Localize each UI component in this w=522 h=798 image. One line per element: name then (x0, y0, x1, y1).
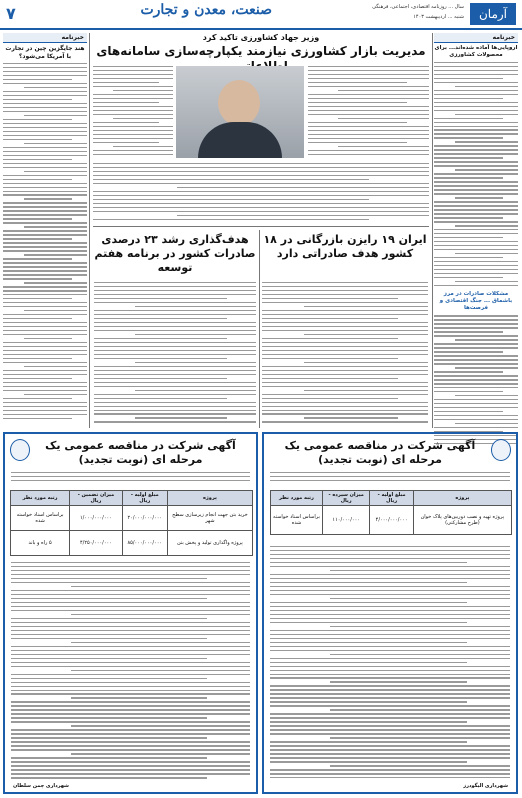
ad-left-body (11, 562, 250, 782)
table-row (11, 506, 253, 531)
ad-right-intro (270, 472, 510, 486)
ad-left-intro (11, 472, 250, 486)
portrait-suit (198, 122, 282, 158)
main-story-headline: مدیریت بازار کشاورزی نیازمند یکپارچه‌سازی سامانه‌های (96, 44, 426, 58)
tagline: سال ... روزنامه اقتصادی، اجتماعی، فرهنگی (372, 4, 464, 10)
right-column-subheadline: مشکلات صادرات در مرز باشماق ... جنگ اقتصادی و فرصت‌ها (439, 290, 513, 311)
main-story-kicker: وزیر جهاد کشاورزی تاکید کرد (202, 33, 320, 42)
tender-ad-left (3, 432, 258, 794)
column-divider (259, 230, 260, 428)
table-header: پروژه (167, 491, 252, 506)
ad-left-table (10, 490, 253, 556)
minister-photo (176, 66, 304, 158)
portrait-face (218, 80, 260, 126)
table-cell: ۱/۰۰۰/۰۰۰/۰۰۰ (70, 506, 123, 531)
table-cell: ۴/۲۵۰/۰۰۰/۰۰۰ (70, 531, 123, 556)
municipality-emblem-icon (491, 439, 511, 461)
table-cell: ۲۰/۰۰۰/۰۰۰/۰۰۰ (122, 506, 167, 531)
newspaper-logo: آرمان (470, 3, 516, 25)
table-cell: پروژه واگذاری تولید و پخش بتن (167, 531, 252, 556)
table-row (271, 506, 512, 535)
table-cell: ۴/۰۰۰/۰۰۰/۰۰۰ (370, 506, 413, 535)
trade-story-headline: ایران ۱۹ رایزن بازرگانی در ۱۸ کشور هدف صادراتی دارد (263, 233, 427, 260)
right-column-body-2 (434, 315, 518, 445)
section-title: صنعت، معدن و تجارت (140, 2, 272, 18)
right-column-headline: اروپایی‌ها آماده شده‌اند... برای محصولات کشاورزی (434, 45, 518, 58)
ad-left-title: آگهی شرکت در مناقصه عمومی یک مرحله ای (نوبت تجدید) (45, 439, 236, 466)
table-row (11, 531, 253, 556)
table-header: مبلغ اولیه - ریال (122, 491, 167, 506)
table-cell: براساس اسناد خواسته شده (11, 506, 70, 531)
tender-ad-right (262, 432, 518, 794)
table-cell: ۵ راه و باند (11, 531, 70, 556)
ad-right-title: آگهی شرکت در مناقصه عمومی یک مرحله ای (نوبت تجدید) (284, 439, 476, 466)
left-column-headline: هند جایگزین چین در تجارت با آمریکا می‌شود؟ (5, 45, 85, 60)
column-divider (89, 33, 90, 428)
right-column-body (434, 62, 518, 287)
left-column-body (3, 63, 87, 423)
right-news-column (434, 33, 518, 428)
ad-left-signature: شهرداری چمن سلطان (13, 783, 69, 789)
table-header: پروژه (413, 491, 511, 506)
page-number: ۷ (6, 4, 16, 23)
ad-right-signature: شهرداری الیگودرز (463, 783, 508, 789)
column-divider (432, 33, 433, 428)
trade-story-body (262, 282, 428, 426)
table-cell: ۱۱۰/۰۰۰/۰۰۰ (322, 506, 370, 535)
table-header: رتبه مورد نظر (11, 491, 70, 506)
main-story-body-right (308, 66, 429, 160)
story-divider (93, 226, 429, 227)
dateline: شنبه ... اردیبهشت ۱۴۰۳ (413, 14, 464, 20)
left-column-label: خبرنامه (3, 33, 87, 43)
table-cell: پروژه تهیه و نصب دوربین‌های پلاک خوان (طرح مشارکتی) (413, 506, 511, 535)
table-cell: براساس اسناد خواسته شده (271, 506, 323, 535)
table-cell: ۸۵/۰۰۰/۰۰۰/۰۰۰ (122, 531, 167, 556)
ad-right-table (270, 490, 512, 535)
main-story-body-bottom (93, 163, 429, 225)
export-story-headline: هدف‌گذاری رشد ۲۳ درصدی صادرات کشور در برنامه هفتم توسعه (94, 233, 256, 274)
table-cell: خرید بتن جهت انجام زیرسازی سطح شهر (167, 506, 252, 531)
table-header: رتبه مورد نظر (271, 491, 323, 506)
export-story-body (94, 282, 256, 426)
table-header: میزان سپرده - ریال (322, 491, 370, 506)
ad-right-body (270, 546, 510, 782)
municipality-emblem-icon (10, 439, 30, 461)
main-story-body-left (93, 66, 173, 160)
table-header: میزان تضمین - ریال (70, 491, 123, 506)
left-news-column (3, 33, 87, 428)
table-header: مبلغ اولیه - ریال (370, 491, 413, 506)
right-column-label: خبرنامه (434, 33, 518, 43)
